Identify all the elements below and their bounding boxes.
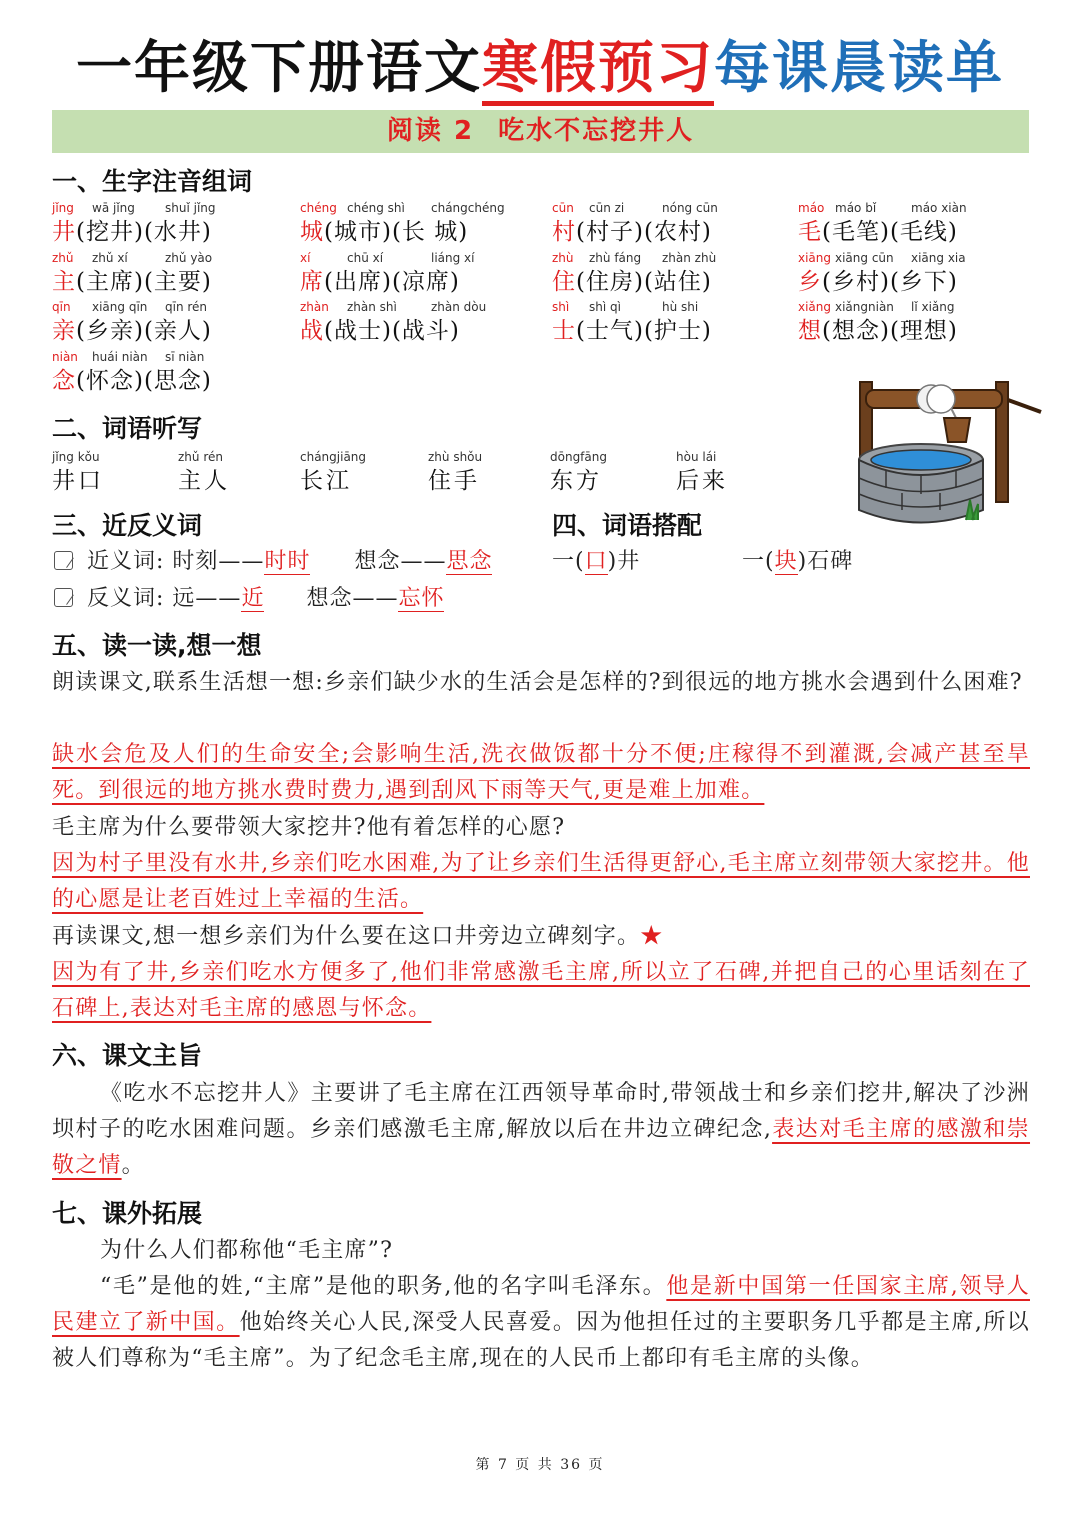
main-idea-paragraph bbox=[52, 1076, 1030, 1184]
new-character: 井 bbox=[52, 219, 76, 245]
dictation-item bbox=[428, 450, 482, 495]
pinyin-line bbox=[300, 201, 505, 218]
word-group: (战士)(战斗) bbox=[324, 318, 460, 344]
dictation-list bbox=[52, 450, 812, 495]
word-pinyin: chū xí bbox=[347, 251, 384, 265]
answer-2-text: 因为村子里没有水井,乡亲们吃水困难,为了让乡亲们生活得更舒心,毛主席立刻带领大家挖井。他的心愿是让老百姓过上幸福的生活。 bbox=[52, 851, 1030, 912]
word-pinyin: xiǎngniàn bbox=[835, 300, 894, 314]
word-group: (想念)(理想) bbox=[822, 318, 958, 344]
new-character: 城 bbox=[300, 219, 324, 245]
pinyin-line bbox=[798, 300, 958, 317]
hanzi-line bbox=[52, 317, 212, 345]
extension-question: 为什么人们都称他“毛主席”? bbox=[100, 1238, 394, 1263]
hanzi-line bbox=[798, 218, 958, 246]
word-pinyin: zhǔ xí bbox=[92, 251, 128, 265]
vocab-item bbox=[552, 251, 717, 296]
answer-1-text: 缺水会危及人们的生命安全;会影响生活,洗衣做饭都十分不便;庄稼得不到灌溉,会减产甚至旱死。到很远的地方挑水费时费力,遇到刮风下雨等天气,更是难上加难。 bbox=[52, 742, 1030, 803]
pinyin-line bbox=[52, 350, 212, 367]
dictation-item bbox=[550, 450, 607, 495]
hanzi-line bbox=[52, 367, 212, 395]
dictation-word: 住手 bbox=[428, 468, 480, 494]
synonym-answer: 时时 bbox=[264, 549, 311, 574]
vocab-item bbox=[52, 251, 212, 296]
vocab-item bbox=[300, 201, 505, 246]
antonym-label: 反义词: bbox=[87, 586, 165, 611]
vocab-item bbox=[552, 201, 718, 246]
edit-checkbox-icon bbox=[54, 588, 73, 607]
section-heading-extension: 七、课外拓展 bbox=[52, 1199, 203, 1228]
antonym-line bbox=[54, 584, 444, 614]
word-pinyin: zhàn shì bbox=[347, 300, 397, 314]
antonym-word: 想念—— bbox=[306, 586, 399, 611]
title-part-grade: 一年级下册语文 bbox=[76, 36, 482, 101]
char-pinyin: zhù bbox=[552, 251, 574, 265]
hanzi-line bbox=[52, 268, 212, 296]
word-pinyin: xiāng cūn bbox=[835, 251, 894, 265]
pinyin-line bbox=[552, 251, 717, 268]
synonym-label: 近义词: bbox=[87, 549, 165, 574]
synonym-line bbox=[54, 547, 492, 577]
char-pinyin: shì bbox=[552, 300, 570, 314]
question-3 bbox=[52, 919, 1030, 955]
dictation-pinyin: jǐng kǒu bbox=[52, 450, 100, 464]
hanzi-line bbox=[552, 317, 712, 345]
dictation-item bbox=[52, 450, 104, 495]
section-heading-read-think: 五、读一读,想一想 bbox=[52, 631, 262, 660]
word-pinyin: chéng shì bbox=[347, 201, 405, 215]
dictation-word: 后来 bbox=[676, 468, 728, 494]
dictation-word: 主人 bbox=[178, 468, 230, 494]
question-1: 朗读课文,联系生活想一想:乡亲们缺少水的生活会是怎样的?到很远的地方挑水会遇到什么困难? bbox=[52, 670, 1023, 695]
char-pinyin: xiāng bbox=[798, 251, 832, 265]
word-group: (乡村)(乡下) bbox=[822, 269, 958, 295]
collocation-prefix: 一( bbox=[552, 549, 585, 574]
dictation-item bbox=[178, 450, 230, 495]
synonym-word: 想念—— bbox=[354, 549, 447, 574]
word-group: (怀念)(思念) bbox=[76, 368, 212, 394]
question-2: 毛主席为什么要带领大家挖井?他有着怎样的心愿? bbox=[52, 815, 566, 840]
word-group: (住房)(站住) bbox=[576, 269, 712, 295]
hanzi-line bbox=[552, 218, 712, 246]
answer-3 bbox=[52, 955, 1030, 1027]
word-pinyin: shì qì bbox=[589, 300, 621, 314]
char-pinyin: máo bbox=[798, 201, 825, 215]
pinyin-line bbox=[52, 251, 212, 268]
collocation-suffix: )井 bbox=[607, 549, 641, 574]
word-pinyin: nóng cūn bbox=[662, 201, 718, 215]
word-pinyin: xiāng qīn bbox=[92, 300, 148, 314]
dictation-word: 东方 bbox=[550, 468, 602, 494]
char-pinyin: zhàn bbox=[300, 300, 329, 314]
word-group: (城市)(长 城) bbox=[324, 219, 469, 245]
main-idea-highlight: 表达对毛主席的感激和崇敬之情 bbox=[52, 1117, 1031, 1178]
word-pinyin: chángchéng bbox=[431, 201, 505, 215]
word-pinyin: máo xiàn bbox=[911, 201, 967, 215]
word-pinyin: máo bǐ bbox=[835, 201, 877, 215]
new-character: 席 bbox=[300, 269, 324, 295]
dictation-pinyin: chángjiāng bbox=[300, 450, 367, 464]
antonym-answer: 近 bbox=[241, 586, 265, 611]
word-pinyin: sī niàn bbox=[165, 350, 205, 364]
answer-2 bbox=[52, 846, 1030, 918]
extension-highlight: 他是新中国第一任国家主席,领导人民建立了新中国。 bbox=[52, 1274, 1030, 1335]
char-pinyin: xí bbox=[300, 251, 311, 265]
word-pinyin: cūn zi bbox=[589, 201, 625, 215]
section-heading-vocab: 一、生字注音组词 bbox=[52, 167, 253, 196]
pinyin-line bbox=[798, 251, 966, 268]
pinyin-line bbox=[52, 201, 216, 218]
section-heading-collocation: 四、词语搭配 bbox=[552, 511, 703, 540]
collocation-answer: 口 bbox=[584, 549, 608, 574]
vocab-row bbox=[52, 251, 1032, 301]
collocation-suffix: )石碑 bbox=[797, 549, 854, 574]
word-pinyin: xiāng xia bbox=[911, 251, 966, 265]
main-idea-text: 《吃水不忘挖井人》主要讲了毛主席在江西领导革命时,带领战士和乡亲们挖井,解决了沙洲坝村子的吃水困难问题。乡亲们感激毛主席,解放以后在井边立碑纪念, bbox=[52, 1081, 1030, 1142]
new-character: 住 bbox=[552, 269, 576, 295]
char-pinyin: xiǎng bbox=[798, 300, 832, 314]
antonym-word: 远—— bbox=[172, 586, 242, 611]
word-group: (主席)(主要) bbox=[76, 269, 212, 295]
char-pinyin: zhǔ bbox=[52, 251, 74, 265]
word-pinyin: zhàn zhù bbox=[662, 251, 717, 265]
hanzi-line bbox=[52, 218, 212, 246]
char-pinyin: jǐng bbox=[52, 201, 74, 215]
answer-3-text: 因为有了井,乡亲们吃水方便多了,他们非常感激毛主席,所以立了石碑,并把自己的心里话刻在了石碑上,表达对毛主席的感恩与怀念。 bbox=[52, 960, 1030, 1021]
dictation-pinyin: zhǔ rén bbox=[178, 450, 223, 464]
word-group: (村子)(农村) bbox=[576, 219, 712, 245]
word-pinyin: zhù fáng bbox=[589, 251, 642, 265]
vocab-item bbox=[52, 201, 216, 246]
hanzi-line bbox=[300, 268, 460, 296]
char-pinyin: chéng bbox=[300, 201, 337, 215]
section-heading-main-idea: 六、课文主旨 bbox=[52, 1041, 203, 1070]
pinyin-line bbox=[798, 201, 967, 218]
dictation-word: 长江 bbox=[300, 468, 352, 494]
answer-1 bbox=[52, 737, 1030, 809]
hanzi-line bbox=[552, 268, 712, 296]
lesson-banner bbox=[52, 110, 1029, 153]
title-part-reading-sheet: 每课晨读单 bbox=[714, 36, 1004, 101]
extension-text-2: 他始终关心人民,深受人民喜爱。因为他担任过的主要职务几乎都是主席,所以被人们尊称为“毛主席”。为了纪念毛主席,现在的人民币上都印有毛主席的头像。 bbox=[52, 1310, 1030, 1371]
water-well-illustration-icon bbox=[846, 370, 1046, 530]
collocation-item bbox=[552, 547, 640, 577]
char-pinyin: cūn bbox=[552, 201, 574, 215]
collocation-answer: 块 bbox=[774, 549, 798, 574]
page-title bbox=[0, 34, 1080, 104]
char-pinyin: niàn bbox=[52, 350, 78, 364]
antonym-answer: 忘怀 bbox=[398, 586, 445, 611]
dictation-word: 井口 bbox=[52, 468, 104, 494]
word-pinyin: wā jǐng bbox=[92, 201, 135, 215]
word-pinyin: huái niàn bbox=[92, 350, 148, 364]
hanzi-line bbox=[300, 317, 460, 345]
vocab-row bbox=[52, 201, 1032, 251]
dictation-item bbox=[676, 450, 728, 495]
word-pinyin: zhàn dòu bbox=[431, 300, 487, 314]
extension-text-1: “毛”是他的姓,“主席”是他的职务,他的名字叫毛泽东。 bbox=[100, 1274, 667, 1299]
vocab-row bbox=[52, 300, 1032, 350]
vocab-item bbox=[300, 300, 487, 345]
vocab-item bbox=[300, 251, 475, 296]
word-group: (士气)(护士) bbox=[576, 318, 712, 344]
vocab-item bbox=[52, 300, 212, 345]
section-heading-synonyms: 三、近反义词 bbox=[52, 511, 203, 540]
pinyin-line bbox=[52, 300, 212, 317]
dictation-pinyin: zhù shǒu bbox=[428, 450, 483, 464]
synonym-answer: 思念 bbox=[446, 549, 493, 574]
word-pinyin: qīn rén bbox=[165, 300, 208, 314]
new-character: 战 bbox=[300, 318, 324, 344]
hanzi-line bbox=[798, 268, 958, 296]
word-pinyin: zhǔ yào bbox=[165, 251, 213, 265]
word-pinyin: liáng xí bbox=[431, 251, 475, 265]
word-pinyin: lǐ xiǎng bbox=[911, 300, 955, 314]
word-pinyin: shuǐ jǐng bbox=[165, 201, 216, 215]
vocab-item bbox=[798, 300, 958, 345]
vocab-item bbox=[552, 300, 712, 345]
title-part-holiday: 寒假预习 bbox=[482, 36, 714, 106]
lesson-title: 吃水不忘挖井人 bbox=[498, 116, 695, 146]
new-character: 士 bbox=[552, 318, 576, 344]
new-character: 毛 bbox=[798, 219, 822, 245]
edit-checkbox-icon bbox=[54, 551, 73, 570]
synonym-word: 时刻—— bbox=[172, 549, 265, 574]
dictation-item bbox=[300, 450, 366, 495]
new-character: 亲 bbox=[52, 318, 76, 344]
collocation-item bbox=[742, 547, 853, 577]
section-heading-dictation: 二、词语听写 bbox=[52, 414, 203, 443]
vocab-item bbox=[798, 251, 966, 296]
vocab-item bbox=[798, 201, 967, 246]
hanzi-line bbox=[798, 317, 958, 345]
hanzi-line bbox=[300, 218, 468, 246]
pinyin-line bbox=[300, 300, 487, 317]
pinyin-line bbox=[552, 201, 718, 218]
lesson-number: 阅读 2 bbox=[386, 116, 475, 146]
dictation-pinyin: dōngfāng bbox=[550, 450, 607, 464]
new-character: 乡 bbox=[798, 269, 822, 295]
question-3-text: 再读课文,想一想乡亲们为什么要在这口井旁边立碑刻字。 bbox=[52, 924, 641, 949]
pinyin-line bbox=[300, 251, 475, 268]
new-character: 村 bbox=[552, 219, 576, 245]
extension-paragraph bbox=[52, 1269, 1030, 1377]
dictation-pinyin: hòu lái bbox=[676, 450, 717, 464]
vocab-item bbox=[52, 350, 212, 395]
word-group: (出席)(凉席) bbox=[324, 269, 460, 295]
char-pinyin: qīn bbox=[52, 300, 71, 314]
new-character: 想 bbox=[798, 318, 822, 344]
word-group: (挖井)(水井) bbox=[76, 219, 212, 245]
word-group: (乡亲)(亲人) bbox=[76, 318, 212, 344]
main-idea-end: 。 bbox=[121, 1153, 145, 1178]
page-number: 第 7 页 共 36 页 bbox=[475, 1457, 605, 1473]
word-group: (毛笔)(毛线) bbox=[822, 219, 958, 245]
pinyin-line bbox=[552, 300, 712, 317]
star-icon: ★ bbox=[640, 924, 664, 949]
collocation-prefix: 一( bbox=[742, 549, 775, 574]
new-character: 主 bbox=[52, 269, 76, 295]
new-character: 念 bbox=[52, 368, 76, 394]
word-pinyin: hù shi bbox=[662, 300, 699, 314]
